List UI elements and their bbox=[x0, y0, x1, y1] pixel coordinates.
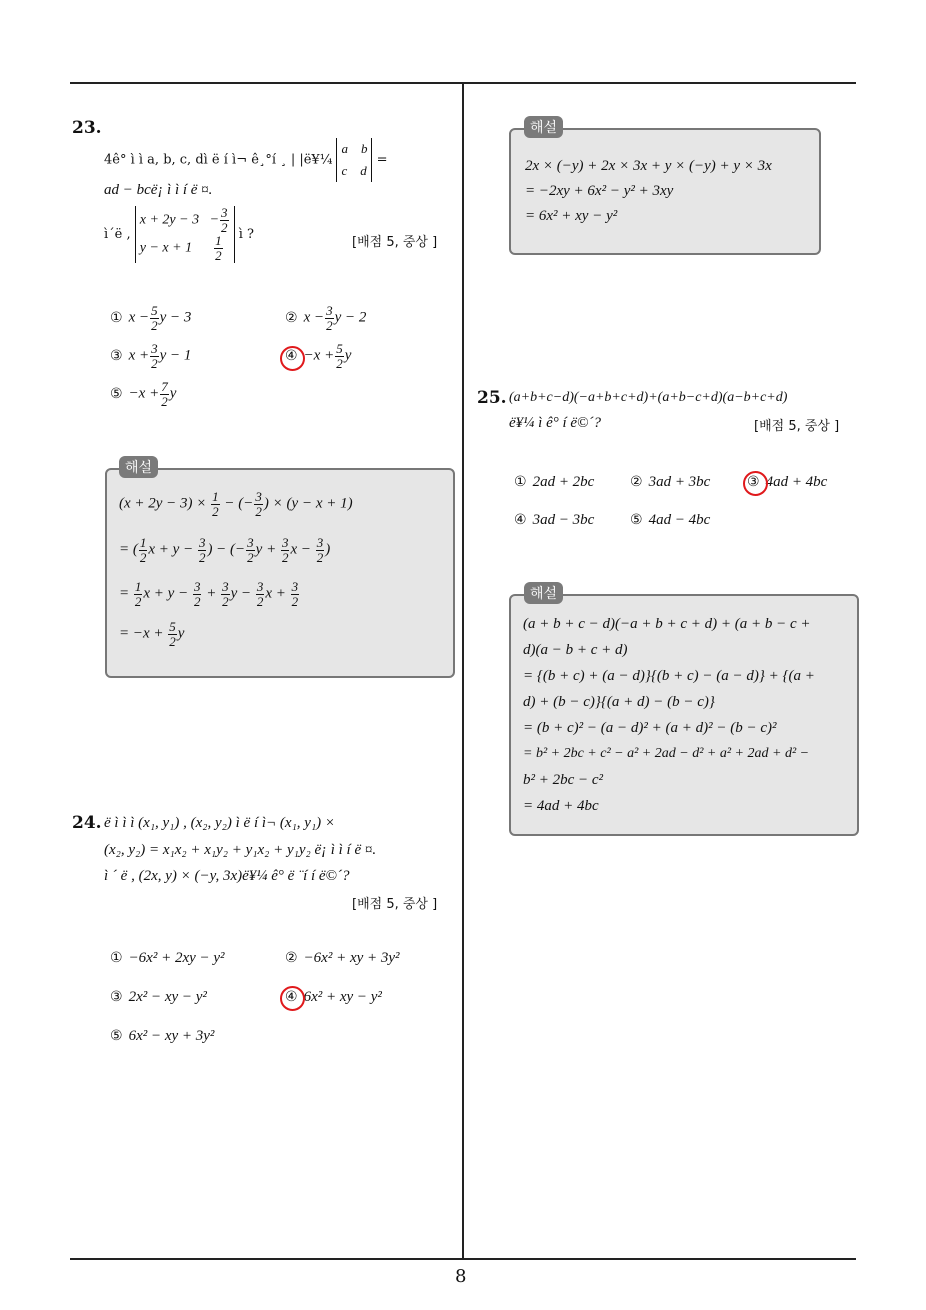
q23-solution-box bbox=[105, 468, 455, 678]
question-24-line3: ì ´ ë , (2x, y) × (−y, 3x)ë¥¼ ê° ë ¨í í ë©´? bbox=[104, 868, 350, 884]
q23-solution-tag: 해설 bbox=[119, 456, 158, 478]
q25-solution-line8: = 4ad + 4bc bbox=[523, 798, 599, 814]
q25-solution-tag: 해설 bbox=[524, 582, 563, 604]
answer-circle-mark bbox=[280, 346, 305, 371]
q25-solution-box bbox=[509, 594, 859, 836]
question-24-line1: ë ì ì ì (x₁, y₁) , (x₂, y₂) ì ë í ì¬ (x₁, y₁) × bbox=[104, 815, 336, 831]
q24-solution-line1: 2x × (−y) + 2x × 3x + y × (−y) + y × 3x bbox=[525, 158, 772, 174]
q25-solution-line3: = {(b + c) + (a − d)}{(b + c) − (a − d)} + {(a + bbox=[523, 668, 815, 684]
q24-solution-tag: 해설 bbox=[524, 116, 563, 138]
question-23-number: 23. bbox=[72, 118, 102, 138]
q24-option-2[interactable]: ② −6x² + xy + 3y² bbox=[285, 950, 400, 966]
q25-solution-line4: d) + (b − c)}{(a + d) − (b − c)} bbox=[523, 694, 715, 710]
question-25-line2: ë¥¼ ì ê° í ë©´? bbox=[509, 415, 601, 431]
determinant-definition: a b c d bbox=[336, 138, 372, 182]
q24-option-4[interactable]: ④ 6x² + xy − y² bbox=[285, 989, 382, 1005]
q23-solution-line2: = ( $\frac{1}{2}$ x + y − $\frac{3}{2}$ ) − (− $\frac{3}{2}$ y + $\frac{3}{2}$ x − $\frac{3}{2}$ ) bbox=[119, 535, 331, 565]
q23-option-1[interactable]: ① x − $\frac{5}{2}$ y − 3 bbox=[110, 303, 192, 333]
question-determinant: x + 2y − 3 − $\frac{3}{2}$ y − x + 1 $\frac{1}{2}$ bbox=[135, 206, 235, 263]
question-24-line2: (x₂, y₂) = x₁x₂ + x₁y₂ + y₁x₂ + y₁y₂ ë¡ ì ì í ë ¤. bbox=[104, 842, 377, 858]
question-24-grade: [배점 5, 중상 ] bbox=[352, 897, 438, 912]
q23-solution-line1: (x + 2y − 3) × $\frac{1}{2}$ − (− $\frac{3}{2}$ ) × (y − x + 1) bbox=[119, 489, 353, 519]
question-23-line3: ì´ë , x + 2y − 3 − $\frac{3}{2}$ y − x + 1 $\frac{1}{2}$ ì ? bbox=[104, 205, 254, 263]
q25-option-3[interactable]: ③ 4ad + 4bc bbox=[747, 474, 828, 490]
q23-option-5[interactable]: ⑤ −x + $\frac{7}{2}$ y bbox=[110, 379, 177, 409]
bottom-rule bbox=[70, 1258, 856, 1260]
q24-option-1[interactable]: ① −6x² + 2xy − y² bbox=[110, 950, 225, 966]
question-25-line1: (a+b+c−d)(−a+b+c+d)+(a+b−c+d)(a−b+c+d) bbox=[509, 390, 788, 405]
question-23-line2: ad − bcë¡ ì ì í ë ¤. bbox=[104, 182, 213, 198]
q23-option-3[interactable]: ③ x + $\frac{3}{2}$ y − 1 bbox=[110, 341, 192, 371]
q25-option-5[interactable]: ⑤ 4ad − 4bc bbox=[630, 512, 711, 528]
question-23-grade: [배점 5, 중상 ] bbox=[352, 235, 438, 250]
q24-solution-line2: = −2xy + 6x² − y² + 3xy bbox=[525, 183, 674, 199]
q23-solution-line3: = $\frac{1}{2}$ x + y − $\frac{3}{2}$ + $\frac{3}{2}$ y − $\frac{3}{2}$ x + $\frac{3}{2}$ bbox=[119, 579, 299, 609]
q25-option-1[interactable]: ① 2ad + 2bc bbox=[514, 474, 595, 490]
answer-circle-mark bbox=[743, 471, 768, 496]
q25-solution-line7: b² + 2bc − c² bbox=[523, 772, 604, 788]
q25-option-4[interactable]: ④ 3ad − 3bc bbox=[514, 512, 595, 528]
question-25-number: 25. bbox=[477, 388, 507, 408]
q25-solution-line2: d)(a − b + c + d) bbox=[523, 642, 628, 658]
q23-option-4[interactable]: ④ −x + $\frac{5}{2}$ y bbox=[285, 341, 352, 371]
q24-option-5[interactable]: ⑤ 6x² − xy + 3y² bbox=[110, 1028, 215, 1044]
q23-option-2[interactable]: ② x − $\frac{3}{2}$ y − 2 bbox=[285, 303, 367, 333]
answer-circle-mark bbox=[280, 986, 305, 1011]
page-number: 8 bbox=[455, 1266, 467, 1287]
q25-solution-line6: = b² + 2bc + c² − a² + 2ad − d² + a² + 2ad + d² − bbox=[523, 746, 810, 761]
question-23-line1: 4ê° ì ì a, b, c, dì ë í ì¬ ê¸°í ¸ | |ë¥¼ a b c d = bbox=[104, 138, 387, 182]
column-divider bbox=[462, 83, 464, 1260]
q25-option-2[interactable]: ② 3ad + 3bc bbox=[630, 474, 711, 490]
question-24-number: 24. bbox=[72, 813, 102, 833]
q24-option-3[interactable]: ③ 2x² − xy − y² bbox=[110, 989, 207, 1005]
question-25-grade: [배점 5, 중상 ] bbox=[754, 419, 840, 434]
q25-solution-line5: = (b + c)² − (a − d)² + (a + d)² − (b − c)² bbox=[523, 720, 777, 736]
q24-solution-box bbox=[509, 128, 821, 255]
q23-solution-line4: = −x + $\frac{5}{2}$ y bbox=[119, 619, 185, 649]
q24-solution-line3: = 6x² + xy − y² bbox=[525, 208, 618, 224]
q25-solution-line1: (a + b + c − d)(−a + b + c + d) + (a + b − c + bbox=[523, 616, 811, 632]
